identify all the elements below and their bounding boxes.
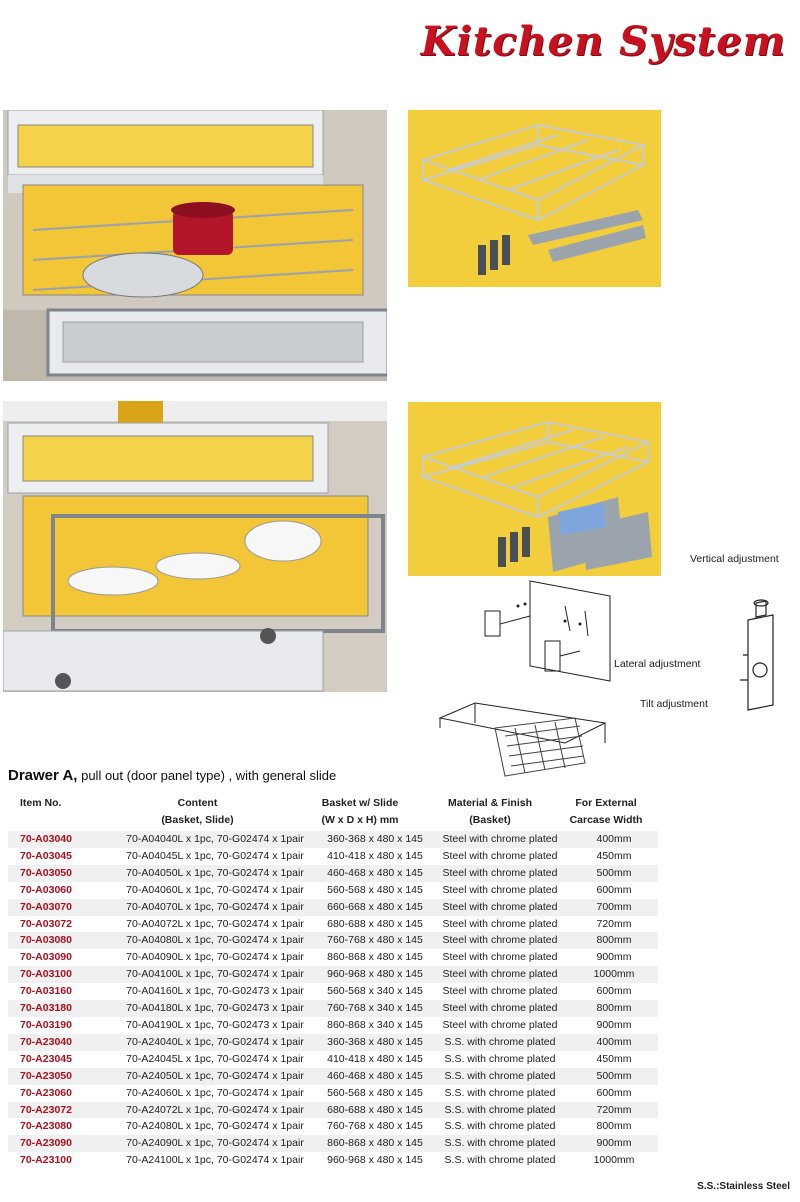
material-cell: S.S. with chrome plated — [430, 1068, 570, 1085]
content-cell: 70-A24045L x 1pc, 70-G02474 x 1pair — [126, 1052, 304, 1065]
tilt-adjustment-label: Tilt adjustment — [640, 698, 708, 710]
table-row — [8, 882, 658, 899]
content-cell: 70-A24060L x 1pc, 70-G02474 x 1pair — [126, 1086, 304, 1099]
size-cell: 410-418 x 480 x 145 — [327, 1052, 423, 1065]
item-number: 70-A23100 — [20, 1154, 72, 1167]
material-cell: S.S. with chrome plated — [430, 1135, 570, 1152]
size-cell: 460-468 x 480 x 145 — [320, 865, 430, 882]
size-cell: 560-568 x 480 x 145 — [327, 1086, 423, 1099]
material-cell: S.S. with chrome plated — [430, 1102, 570, 1119]
size-cell: 960-968 x 480 x 145 — [327, 1154, 423, 1167]
size-cell: 860-868 x 480 x 145 — [320, 1135, 430, 1152]
size-cell: 680-688 x 480 x 145 — [327, 917, 423, 930]
size-cell: 360-368 x 480 x 145 — [320, 831, 430, 848]
carcase-width-cell: 720mm — [570, 1102, 658, 1119]
table-row — [8, 1000, 658, 1017]
vertical-adjustment-label: Vertical adjustment — [690, 553, 779, 565]
material-cell: Steel with chrome plated — [430, 1000, 570, 1017]
table-row — [8, 1118, 658, 1135]
material-cell: Steel with chrome plated — [442, 1018, 558, 1031]
header-material — [420, 795, 560, 829]
header-content — [110, 795, 285, 829]
item-number: 70-A03100 — [8, 966, 110, 983]
material-cell: Steel with chrome plated — [442, 849, 558, 862]
content-cell: 70-A24080L x 1pc, 70-G02474 x 1pair — [126, 1120, 304, 1133]
item-number: 70-A23080 — [20, 1120, 72, 1133]
size-cell: 680-688 x 480 x 145 — [320, 1102, 430, 1119]
header-item-no: Item No. — [20, 797, 62, 809]
carcase-width-cell: 450mm — [596, 849, 632, 862]
header-basket — [305, 795, 415, 829]
material-cell: S.S. with chrome plated — [444, 1052, 556, 1065]
material-cell: Steel with chrome plated — [430, 966, 570, 983]
content-cell: 70-A04090L x 1pc, 70-G02474 x 1pair — [126, 951, 304, 964]
basket-slide-photo-2 — [408, 402, 661, 576]
item-number: 70-A23040 — [8, 1034, 110, 1051]
carcase-width-cell: 700mm — [570, 899, 658, 916]
material-cell: S.S. with chrome plated — [444, 1120, 556, 1133]
mounting-diagram — [470, 576, 620, 686]
table-row — [8, 1085, 658, 1102]
page-title: Kitchen System — [420, 18, 786, 65]
basket-slide-photo-1 — [408, 110, 661, 287]
section-name: Drawer A, — [8, 767, 78, 784]
carcase-width-cell: 400mm — [570, 831, 658, 848]
content-cell: 70-A04190L x 1pc, 70-G02473 x 1pair — [126, 1018, 304, 1031]
table-row — [8, 966, 658, 983]
item-number: 70-A23050 — [8, 1068, 110, 1085]
header-basket-line2: (W x D x H) mm — [321, 814, 399, 826]
table-row — [8, 865, 658, 882]
content-cell: 70-A04160L x 1pc, 70-G02473 x 1pair — [126, 985, 304, 998]
header-basket-line1: Basket w/ Slide — [321, 797, 399, 809]
carcase-width-cell: 600mm — [596, 985, 632, 998]
item-number: 70-A03070 — [8, 899, 110, 916]
content-cell: 70-A24040L x 1pc, 70-G02474 x 1pair — [110, 1034, 320, 1051]
item-number: 70-A03180 — [8, 1000, 110, 1017]
size-cell: 760-768 x 340 x 145 — [320, 1000, 430, 1017]
spec-table — [8, 831, 658, 1169]
table-row — [8, 1102, 658, 1119]
section-heading — [8, 767, 336, 784]
carcase-width-cell: 500mm — [570, 1068, 658, 1085]
header-material-line1: Material & Finish — [447, 797, 532, 809]
carcase-width-cell: 800mm — [596, 1120, 632, 1133]
item-number: 70-A23045 — [20, 1052, 72, 1065]
size-cell: 760-768 x 480 x 145 — [320, 932, 430, 949]
table-row — [8, 1051, 658, 1068]
size-cell: 860-868 x 340 x 145 — [327, 1018, 423, 1031]
table-row — [8, 1017, 658, 1034]
table-row — [8, 831, 658, 848]
item-number: 70-A03080 — [8, 932, 110, 949]
material-cell: Steel with chrome plated — [430, 831, 570, 848]
size-cell: 760-768 x 480 x 145 — [327, 1120, 423, 1133]
item-number: 70-A03090 — [20, 951, 72, 964]
content-cell: 70-A04050L x 1pc, 70-G02474 x 1pair — [110, 865, 320, 882]
content-cell: 70-A24100L x 1pc, 70-G02474 x 1pair — [126, 1154, 304, 1167]
material-cell: Steel with chrome plated — [442, 951, 558, 964]
carcase-width-cell: 900mm — [596, 951, 632, 964]
item-number: 70-A03072 — [20, 917, 72, 930]
carcase-width-cell: 800mm — [570, 932, 658, 949]
section-description: pull out (door panel type) , with general slide — [77, 768, 337, 783]
size-cell: 860-868 x 480 x 145 — [327, 951, 423, 964]
table-row — [8, 848, 658, 865]
footnote: S.S.:Stainless Steel — [697, 1181, 790, 1192]
size-cell: 660-668 x 480 x 145 — [320, 899, 430, 916]
material-cell: Steel with chrome plated — [430, 932, 570, 949]
material-cell: S.S. with chrome plated — [444, 1086, 556, 1099]
content-cell: 70-A04100L x 1pc, 70-G02474 x 1pair — [110, 966, 320, 983]
content-cell: 70-A24050L x 1pc, 70-G02474 x 1pair — [110, 1068, 320, 1085]
content-cell: 70-A04080L x 1pc, 70-G02474 x 1pair — [110, 932, 320, 949]
table-row — [8, 916, 658, 933]
material-cell: S.S. with chrome plated — [444, 1154, 556, 1167]
item-number: 70-A03045 — [20, 849, 72, 862]
content-cell: 70-A04060L x 1pc, 70-G02474 x 1pair — [126, 883, 304, 896]
content-cell: 70-A04180L x 1pc, 70-G02473 x 1pair — [110, 1000, 320, 1017]
material-cell: Steel with chrome plated — [442, 917, 558, 930]
header-content-line1: Content — [177, 797, 218, 809]
header-width-line2: Carcase Width — [569, 814, 643, 826]
adjustment-drawing — [738, 595, 783, 715]
size-cell: 460-468 x 480 x 145 — [320, 1068, 430, 1085]
content-cell: 70-A24090L x 1pc, 70-G02474 x 1pair — [110, 1135, 320, 1152]
material-cell: S.S. with chrome plated — [430, 1034, 570, 1051]
content-cell: 70-A04040L x 1pc, 70-G02474 x 1pair — [110, 831, 320, 848]
lateral-adjustment-label: Lateral adjustment — [614, 658, 701, 670]
carcase-width-cell: 900mm — [570, 1135, 658, 1152]
cabinet-photo-pots — [3, 110, 387, 381]
content-cell: 70-A24072L x 1pc, 70-G02474 x 1pair — [110, 1102, 320, 1119]
carcase-width-cell: 720mm — [596, 917, 632, 930]
carcase-width-cell: 800mm — [570, 1000, 658, 1017]
table-row — [8, 949, 658, 966]
table-row — [8, 899, 658, 916]
material-cell: Steel with chrome plated — [442, 883, 558, 896]
header-material-line2: (Basket) — [469, 814, 511, 826]
material-cell: Steel with chrome plated — [430, 865, 570, 882]
item-number: 70-A03190 — [20, 1018, 72, 1031]
carcase-width-cell: 450mm — [596, 1052, 632, 1065]
header-width-line1: For External — [575, 797, 637, 809]
item-number: 70-A23060 — [20, 1086, 72, 1099]
item-number: 70-A03050 — [8, 865, 110, 882]
material-cell: Steel with chrome plated — [442, 985, 558, 998]
carcase-width-cell: 900mm — [596, 1018, 632, 1031]
content-cell: 70-A04045L x 1pc, 70-G02474 x 1pair — [126, 849, 304, 862]
header-content-line2: (Basket, Slide) — [161, 814, 234, 826]
item-number: 70-A03060 — [20, 883, 72, 896]
item-number: 70-A03160 — [20, 985, 72, 998]
size-cell: 560-568 x 480 x 145 — [327, 883, 423, 896]
table-row — [8, 1068, 658, 1085]
carcase-width-cell: 1000mm — [570, 966, 658, 983]
basket-line-drawing — [435, 688, 610, 783]
carcase-width-cell: 600mm — [596, 883, 632, 896]
item-number: 70-A03040 — [8, 831, 110, 848]
carcase-width-cell: 1000mm — [593, 1154, 635, 1167]
size-cell: 360-368 x 480 x 145 — [320, 1034, 430, 1051]
carcase-width-cell: 500mm — [570, 865, 658, 882]
content-cell: 70-A04070L x 1pc, 70-G02474 x 1pair — [110, 899, 320, 916]
size-cell: 960-968 x 480 x 145 — [320, 966, 430, 983]
table-row — [8, 932, 658, 949]
table-row — [8, 1135, 658, 1152]
cabinet-photo-plates — [3, 401, 387, 692]
header-width — [562, 795, 650, 829]
item-number: 70-A23072 — [8, 1102, 110, 1119]
content-cell: 70-A04072L x 1pc, 70-G02474 x 1pair — [126, 917, 304, 930]
material-cell: Steel with chrome plated — [430, 899, 570, 916]
table-row — [8, 1152, 658, 1169]
carcase-width-cell: 600mm — [596, 1086, 632, 1099]
size-cell: 560-568 x 340 x 145 — [327, 985, 423, 998]
size-cell: 410-418 x 480 x 145 — [327, 849, 423, 862]
table-row — [8, 1034, 658, 1051]
carcase-width-cell: 400mm — [570, 1034, 658, 1051]
table-row — [8, 983, 658, 1000]
item-number: 70-A23090 — [8, 1135, 110, 1152]
